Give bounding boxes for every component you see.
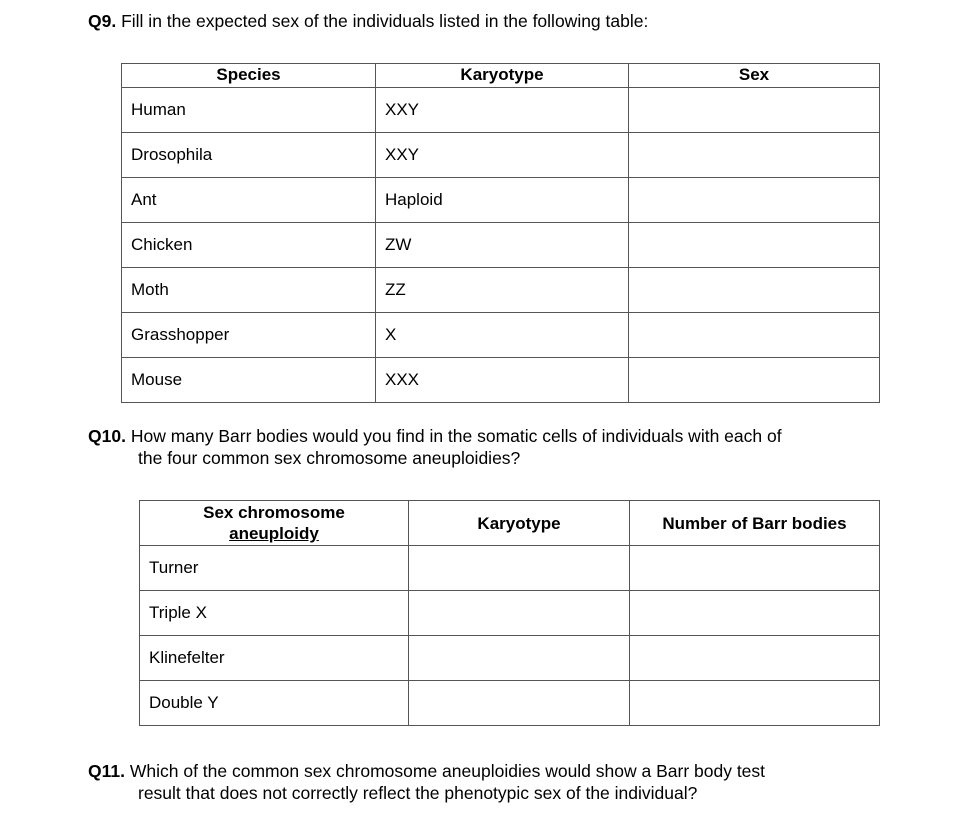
sex-determination-table <box>121 63 880 403</box>
question-11 <box>88 760 868 804</box>
sex-answer-cell[interactable] <box>629 313 880 358</box>
barr-answer-cell[interactable] <box>630 591 880 636</box>
header-karyotype: Karyotype <box>409 501 630 546</box>
header-sex: Sex <box>629 64 880 88</box>
sex-answer-cell[interactable] <box>629 268 880 313</box>
table-row <box>140 681 880 726</box>
barr-body-table <box>139 500 880 726</box>
barr-answer-cell[interactable] <box>630 636 880 681</box>
header-aneuploidy <box>140 501 409 546</box>
table-row <box>122 313 880 358</box>
table-row <box>140 636 880 681</box>
karyotype-cell: XXY <box>376 133 629 178</box>
header-aneuploidy-line-2: aneuploidy <box>229 524 319 543</box>
species-cell: Moth <box>122 268 376 313</box>
species-cell: Ant <box>122 178 376 223</box>
barr-answer-cell[interactable] <box>630 546 880 591</box>
karyotype-cell: Haploid <box>376 178 629 223</box>
question-9-number: Q9. <box>88 11 117 31</box>
karyotype-cell: ZW <box>376 223 629 268</box>
table-row <box>122 133 880 178</box>
header-species: Species <box>122 64 376 88</box>
aneuploidy-cell: Triple X <box>140 591 409 636</box>
question-11-line-2: result that does not correctly reflect the phenotypic sex of the individual? <box>138 783 698 803</box>
species-cell: Mouse <box>122 358 376 403</box>
sex-answer-cell[interactable] <box>629 88 880 133</box>
table-header-row <box>140 501 880 546</box>
aneuploidy-cell: Double Y <box>140 681 409 726</box>
table-row <box>122 268 880 313</box>
table-row <box>122 358 880 403</box>
karyotype-answer-cell[interactable] <box>409 636 630 681</box>
sex-answer-cell[interactable] <box>629 358 880 403</box>
barr-answer-cell[interactable] <box>630 681 880 726</box>
species-cell: Drosophila <box>122 133 376 178</box>
table-row <box>140 546 880 591</box>
question-9-text: Fill in the expected sex of the individuals listed in the following table: <box>121 11 649 31</box>
question-9 <box>88 10 648 32</box>
table-header-row <box>122 64 880 88</box>
header-barr-bodies: Number of Barr bodies <box>630 501 880 546</box>
aneuploidy-cell: Klinefelter <box>140 636 409 681</box>
question-11-number: Q11. <box>88 761 125 781</box>
table-row <box>122 88 880 133</box>
question-11-line-1: Which of the common sex chromosome aneuploidies would show a Barr body test <box>129 761 766 781</box>
header-karyotype: Karyotype <box>376 64 629 88</box>
header-aneuploidy-line-1: Sex chromosome <box>203 503 345 522</box>
question-10-number: Q10. <box>88 426 126 446</box>
table-row <box>140 591 880 636</box>
karyotype-cell: ZZ <box>376 268 629 313</box>
sex-answer-cell[interactable] <box>629 133 880 178</box>
species-cell: Human <box>122 88 376 133</box>
table-row <box>122 178 880 223</box>
species-cell: Grasshopper <box>122 313 376 358</box>
karyotype-cell: XXY <box>376 88 629 133</box>
karyotype-cell: X <box>376 313 629 358</box>
karyotype-answer-cell[interactable] <box>409 546 630 591</box>
karyotype-answer-cell[interactable] <box>409 681 630 726</box>
question-10-line-2: the four common sex chromosome aneuploidies? <box>138 448 521 468</box>
karyotype-answer-cell[interactable] <box>409 591 630 636</box>
sex-answer-cell[interactable] <box>629 178 880 223</box>
question-10-line-1: How many Barr bodies would you find in the somatic cells of individuals with each of <box>130 426 782 446</box>
species-cell: Chicken <box>122 223 376 268</box>
question-10 <box>88 425 868 469</box>
karyotype-cell: XXX <box>376 358 629 403</box>
aneuploidy-cell: Turner <box>140 546 409 591</box>
table-row <box>122 223 880 268</box>
sex-answer-cell[interactable] <box>629 223 880 268</box>
